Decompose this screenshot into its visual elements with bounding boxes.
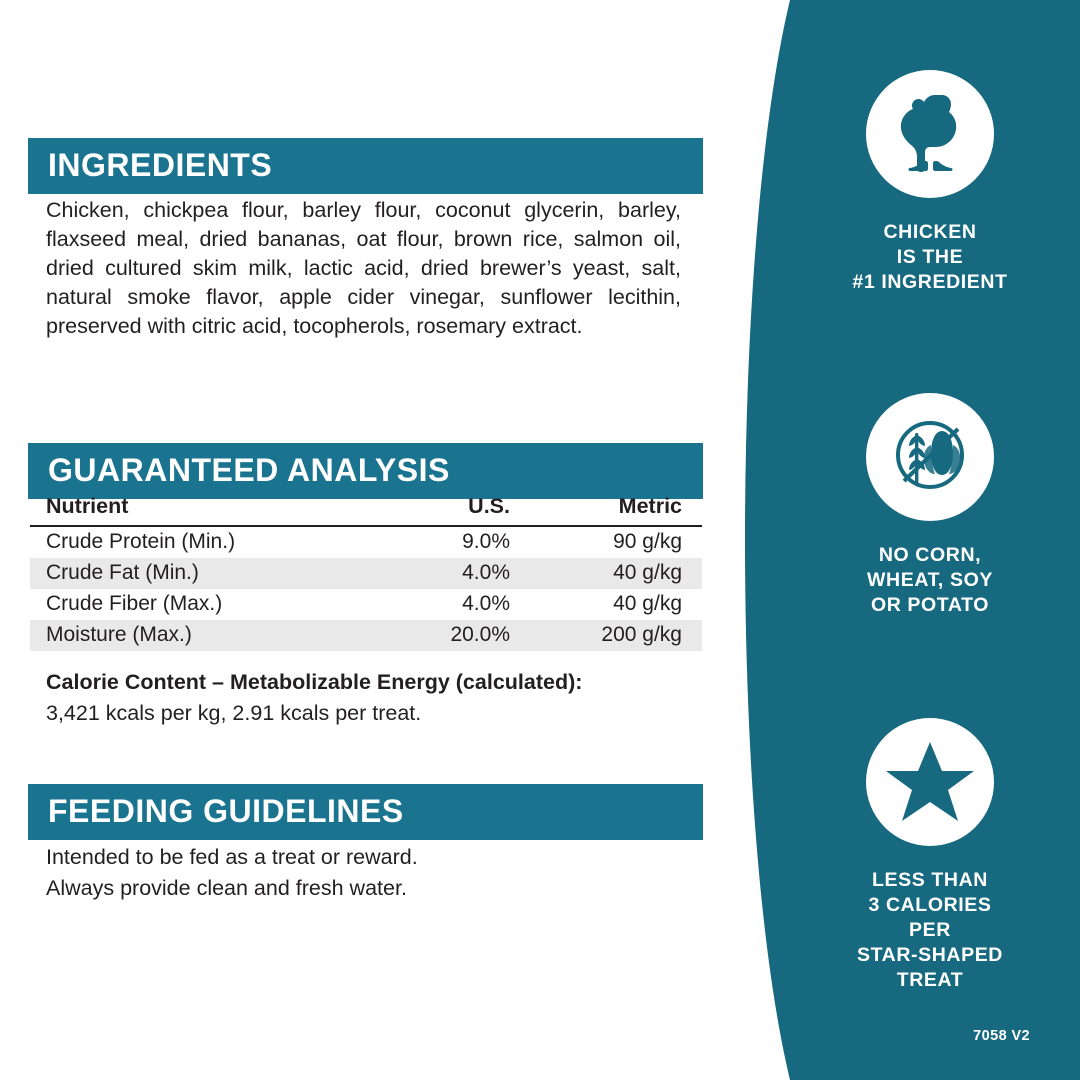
cell-metric: 40 g/kg: [532, 558, 702, 589]
cell-us: 9.0%: [462, 530, 510, 553]
guaranteed-analysis-table: [30, 492, 702, 651]
feature-line: PER: [909, 918, 951, 941]
feeding-line-1: Intended to be fed as a treat or reward.: [46, 845, 418, 869]
table-row: [30, 620, 702, 651]
feature-item-no-grain: [780, 393, 1080, 618]
feature-line: WHEAT, SOY: [867, 568, 993, 591]
ingredients-heading: INGREDIENTS: [28, 138, 703, 194]
calorie-content-block: [46, 668, 706, 728]
chicken-icon: [866, 70, 994, 198]
feature-line: 3 CALORIES: [868, 893, 992, 916]
feature-list: [780, 0, 1080, 1080]
guaranteed-analysis-heading: GUARANTEED ANALYSIS: [28, 443, 703, 499]
cell-nutrient: Crude Protein (Min.): [46, 530, 236, 553]
feeding-guidelines-text: [46, 842, 706, 903]
feeding-guidelines-heading: FEEDING GUIDELINES: [28, 784, 703, 840]
feeding-line-2: Always provide clean and fresh water.: [46, 875, 407, 900]
feature-line: NO CORN,: [878, 544, 982, 566]
feature-line: OR POTATO: [870, 593, 990, 616]
cell-us: 4.0%: [462, 592, 510, 615]
calorie-content-value: 3,421 kcals per kg, 2.91 kcals per treat.: [46, 701, 422, 726]
cell-metric: 200 g/kg: [532, 620, 702, 651]
no-grain-icon: [866, 393, 994, 521]
cell-nutrient: Moisture (Max.): [30, 620, 382, 651]
feature-line: #1 INGREDIENT: [852, 270, 1008, 293]
table-row: [30, 589, 702, 620]
ingredients-text: Chicken, chickpea flour, barley flour, coconut glycerin, barley, flaxseed meal, dried bananas, oat flour, brown rice, salmon oil, dried cultured skim milk, lactic acid, dried brewer’s yeast, salt, natural smoke flavor, apple cider vinegar, sunflower lecithin, preserved with citric acid, tocopherols, rosemary extract.: [46, 198, 681, 339]
column-header-us: U.S.: [382, 492, 532, 526]
feature-line: TREAT: [896, 968, 964, 991]
column-header-metric: Metric: [532, 492, 702, 526]
feature-line: STAR-SHAPED: [857, 943, 1003, 966]
star-icon: [866, 718, 994, 846]
table-row: [30, 526, 702, 558]
feature-item-calories: [780, 718, 1080, 993]
cell-nutrient: Crude Fiber (Max.): [46, 592, 223, 615]
cell-nutrient: Crude Fat (Min.): [30, 558, 382, 589]
feature-label-no-grain: [780, 543, 1080, 618]
product-code: 7058 V2: [973, 1028, 1030, 1044]
feature-line: LESS THAN: [872, 869, 988, 891]
table-row: [30, 558, 702, 589]
cell-us: 20.0%: [382, 620, 532, 651]
cell-us: 4.0%: [382, 558, 532, 589]
feature-line: IS THE: [896, 245, 964, 268]
feature-panel: [720, 0, 1080, 1080]
cell-metric: 40 g/kg: [613, 592, 682, 615]
cell-metric: 90 g/kg: [613, 530, 682, 553]
calorie-content-title: Calorie Content – Metabolizable Energy (calculated):: [46, 670, 583, 694]
feature-item-chicken: [780, 70, 1080, 295]
feature-line: CHICKEN: [883, 221, 977, 243]
feature-label-calories: [780, 868, 1080, 993]
table-header-row: [30, 492, 702, 526]
feature-label-chicken: [780, 220, 1080, 295]
column-header-nutrient: Nutrient: [30, 492, 382, 526]
